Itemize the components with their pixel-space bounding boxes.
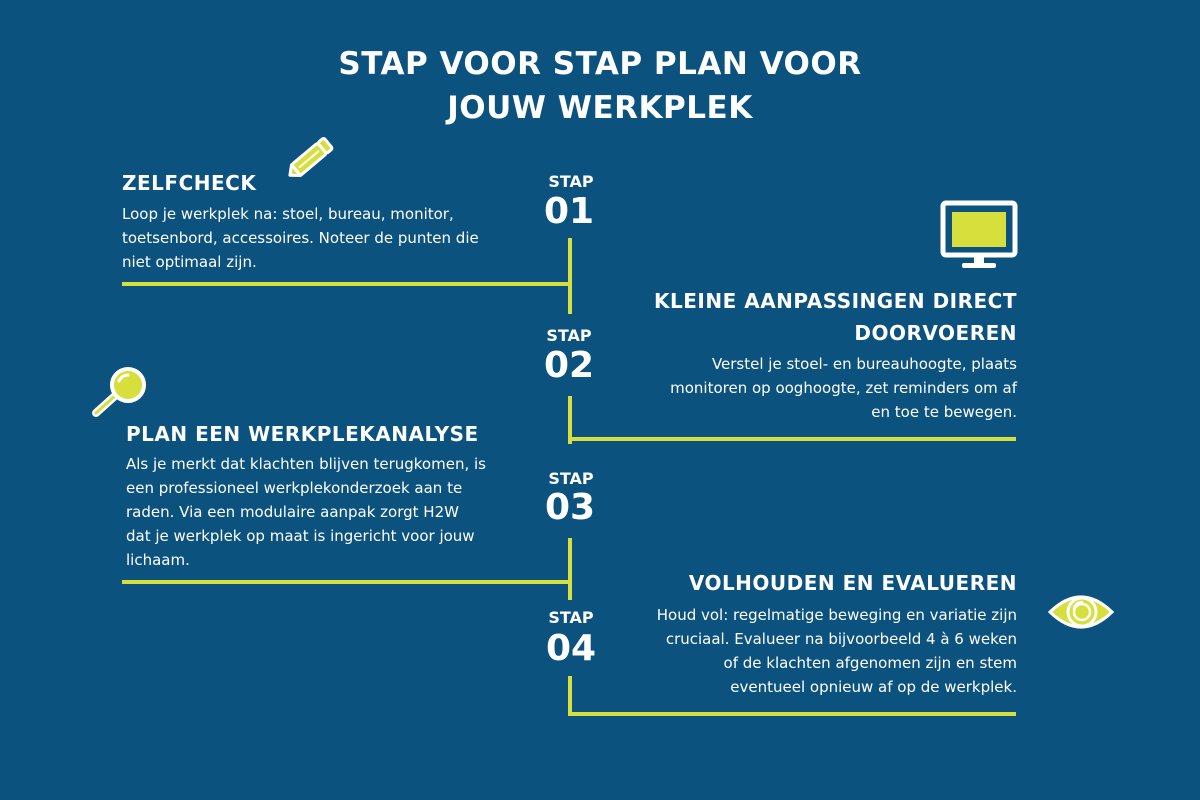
step-1-description: Loop je werkplek na: stoel, bureau, monitor, toetsenbord, accessoires. Noteer de punten die niet optimaal zijn.: [122, 205, 479, 271]
step-1-connector: [122, 282, 570, 286]
step-2-heading: KLEINE AANPASSINGEN DIRECT DOORVOEREN: [654, 289, 1017, 345]
timeline-segment-3: [568, 538, 572, 600]
step-3-label: STAP: [548, 469, 594, 488]
step-1-label: STAP: [548, 172, 594, 191]
monitor-icon: [940, 200, 1018, 276]
step-2-label: STAP: [546, 326, 592, 345]
title-line-2: JOUW WERKPLEK: [447, 90, 753, 126]
step-3-number: 03: [544, 487, 596, 528]
eye-icon: [1046, 588, 1116, 640]
step-2-description: Verstel je stoel- en bureauhoogte, plaats monitoren op ooghoogte, zet reminders om af en toe te bewegen.: [670, 355, 1017, 421]
step-4-connector: [570, 712, 1016, 716]
step-4-label: STAP: [548, 608, 594, 627]
step-2-number: 02: [543, 345, 595, 386]
timeline-segment-1: [568, 238, 572, 314]
step-3-connector: [122, 580, 570, 584]
pencil-icon: [284, 130, 340, 190]
step-4-number: 04: [545, 628, 597, 669]
title-line-1: STAP VOOR STAP PLAN VOOR: [338, 46, 862, 82]
step-3-description: Als je merkt dat klachten blijven terugkomen, is een professioneel werkplekonderzoek aan te raden. Via een modulaire aanpak zorgt H2W dat je werkplek op maat is ingericht voor jouw lichaam.: [126, 455, 486, 569]
step-4-description: Houd vol: regelmatige beweging en variatie zijn cruciaal. Evalueer na bijvoorbeeld 4 à 6 weken of de klachten afgenomen zijn en stem eventueel opnieuw af op de werkplek.: [656, 606, 1017, 696]
magnifier-icon: [90, 365, 152, 425]
step-3-heading: PLAN EEN WERKPLEKANALYSE: [126, 422, 479, 446]
step-4-heading: VOLHOUDEN EN EVALUEREN: [688, 571, 1017, 595]
step-1-heading: ZELFCHECK: [122, 171, 257, 195]
timeline-segment-4: [568, 676, 572, 716]
step-2-connector: [570, 437, 1016, 441]
step-1-number: 01: [543, 191, 595, 232]
page-title: [0, 42, 1200, 130]
